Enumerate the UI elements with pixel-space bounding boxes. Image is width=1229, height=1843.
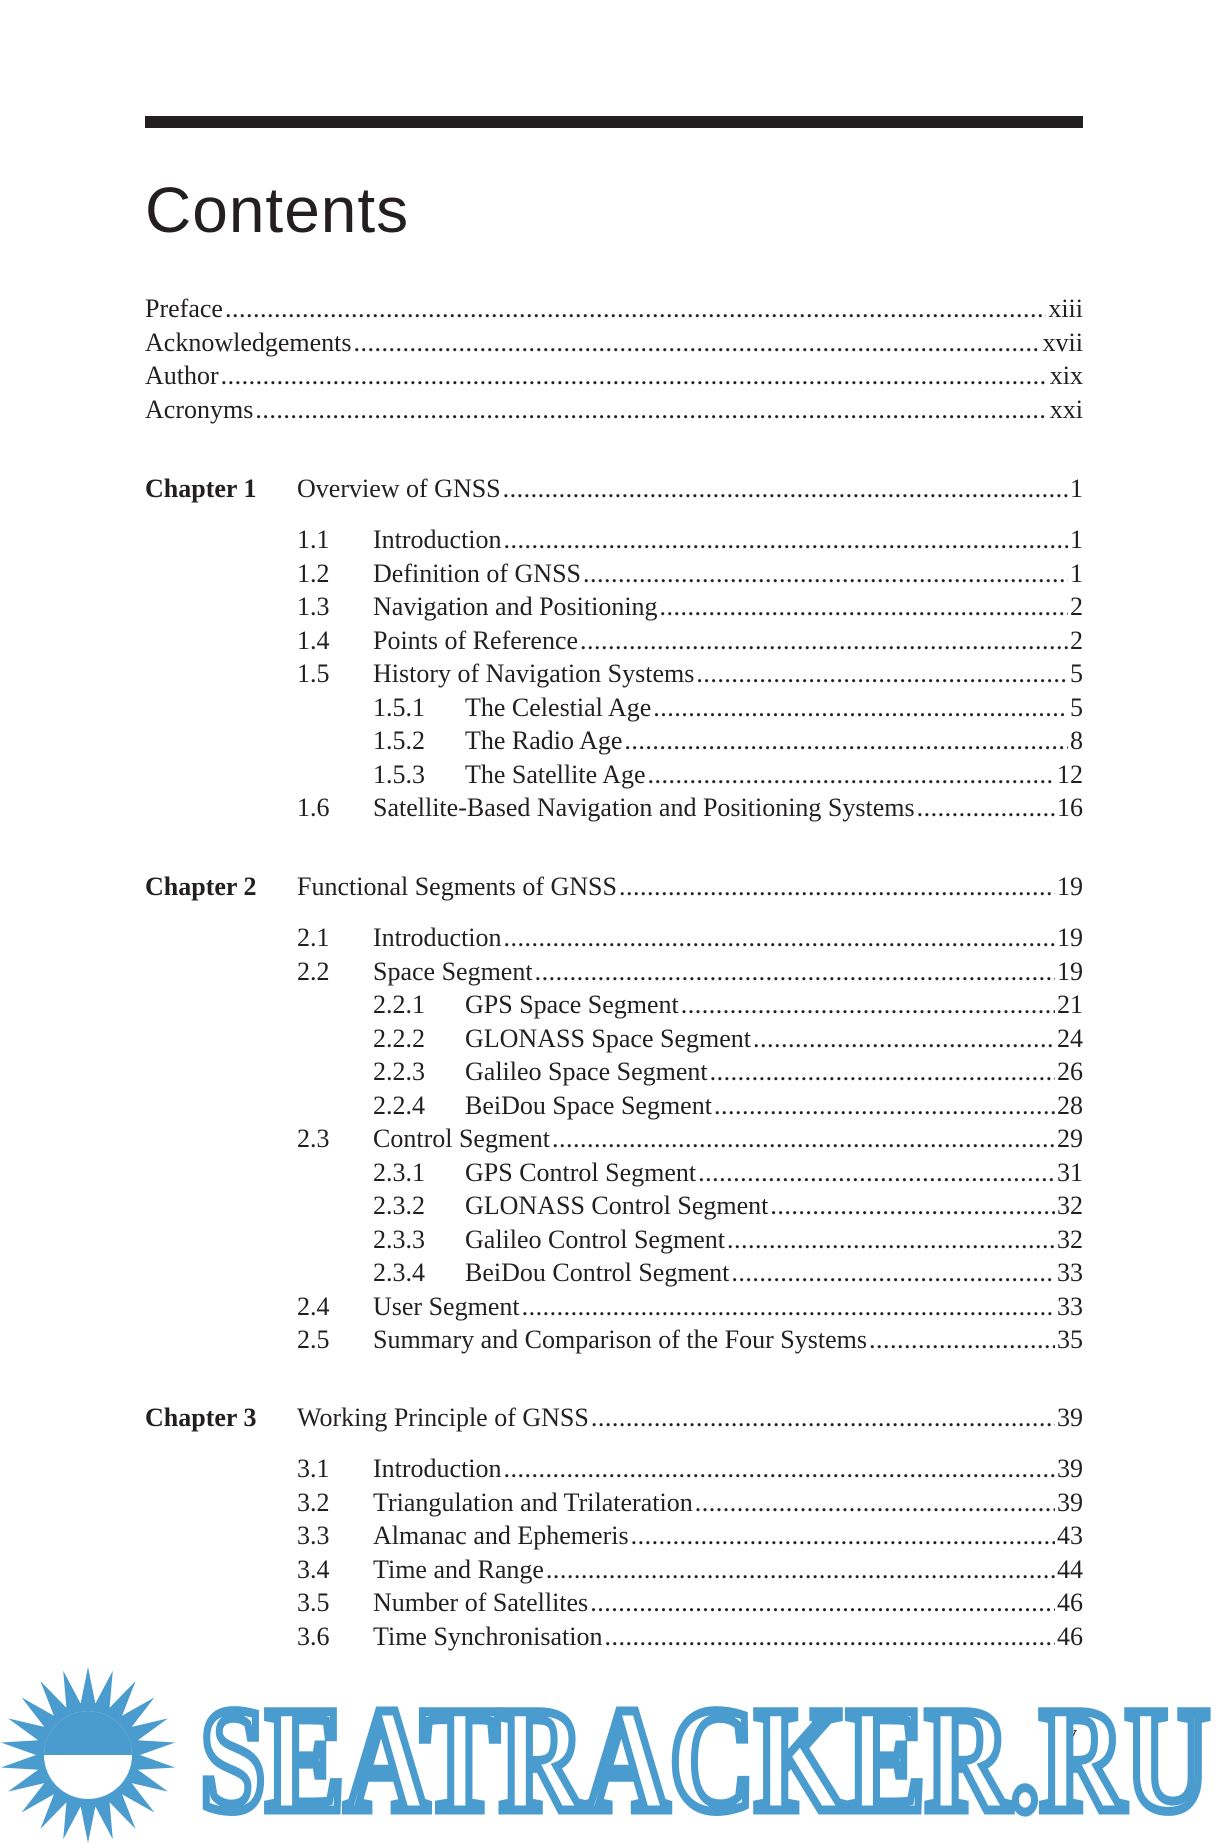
section-entry[interactable] — [373, 921, 1083, 955]
section-number: 3.6 — [297, 1621, 330, 1651]
section-number: 2.5 — [297, 1325, 330, 1354]
leader-dots — [546, 1553, 1055, 1587]
leader-dots — [590, 1586, 1055, 1620]
entry-page: xvii — [1042, 327, 1083, 357]
leader-dots — [714, 1089, 1055, 1123]
entry-title: History of Navigation Systems — [373, 659, 695, 688]
front-matter-entry[interactable] — [145, 326, 1083, 360]
subsection-number: 2.3.2 — [373, 1191, 425, 1220]
leader-dots — [681, 988, 1055, 1022]
section-number: 2.1 — [297, 923, 330, 952]
entry-page: 12 — [1057, 759, 1083, 789]
leader-dots — [221, 359, 1048, 393]
leader-dots — [710, 1055, 1055, 1089]
subsection-entry[interactable] — [465, 1189, 1083, 1223]
entry-page: 32 — [1057, 1224, 1083, 1254]
section-number: 2.3 — [297, 1124, 330, 1153]
entry-title: Galileo Control Segment — [465, 1224, 725, 1254]
leader-dots — [727, 1223, 1055, 1257]
section-entry[interactable] — [373, 1486, 1083, 1520]
entry-title: Time and Range — [373, 1554, 544, 1584]
entry-title: Preface — [145, 294, 223, 323]
entry-page: 1 — [1070, 558, 1083, 588]
entry-page: 33 — [1057, 1291, 1083, 1321]
section-number: 3.2 — [297, 1487, 330, 1517]
entry-title: Satellite-Based Navigation and Positioning Systems — [373, 793, 915, 822]
section-number: 1.4 — [297, 625, 330, 655]
entry-title: Summary and Comparison of the Four Systems — [373, 1325, 867, 1354]
leader-dots — [583, 557, 1068, 591]
section-number: 1.2 — [297, 558, 330, 588]
entry-page: 5 — [1070, 692, 1083, 722]
entry-page: 46 — [1057, 1621, 1083, 1651]
leader-dots — [696, 657, 1068, 691]
entry-page: 39 — [1057, 1487, 1083, 1517]
entry-title: Acronyms — [145, 394, 254, 424]
section-entry[interactable] — [373, 557, 1083, 591]
entry-page: 16 — [1057, 793, 1083, 822]
chapter-entry[interactable] — [297, 1401, 1083, 1435]
entry-page: 26 — [1057, 1057, 1083, 1086]
entry-title: The Celestial Age — [465, 692, 652, 722]
leader-dots — [604, 1620, 1055, 1654]
entry-page: 19 — [1057, 956, 1083, 986]
entry-page: 31 — [1057, 1157, 1083, 1187]
entry-title: Points of Reference — [373, 625, 579, 655]
subsection-entry[interactable] — [465, 1223, 1083, 1257]
entry-page: 33 — [1057, 1258, 1083, 1287]
leader-dots — [695, 1486, 1055, 1520]
section-entry[interactable] — [373, 657, 1083, 691]
leader-dots — [869, 1323, 1055, 1357]
entry-page: 2 — [1070, 592, 1083, 621]
leader-dots — [660, 590, 1068, 624]
section-number: 3.1 — [297, 1454, 330, 1483]
leader-dots — [225, 292, 1046, 326]
section-number: 3.3 — [297, 1521, 330, 1550]
section-entry[interactable] — [373, 1519, 1083, 1553]
entry-title: Space Segment — [373, 956, 533, 986]
header-rule — [145, 116, 1083, 128]
entry-title: User Segment — [373, 1291, 520, 1321]
section-number: 3.4 — [297, 1554, 330, 1584]
entry-title: The Satellite Age — [465, 759, 646, 789]
section-number: 2.2 — [297, 956, 330, 986]
leader-dots — [624, 724, 1068, 758]
entry-page: 29 — [1057, 1124, 1083, 1153]
entry-page: 19 — [1057, 872, 1083, 901]
entry-page: 8 — [1070, 726, 1083, 755]
subsection-number: 1.5.2 — [373, 726, 425, 755]
entry-page: 44 — [1057, 1554, 1083, 1584]
subsection-number: 1.5.3 — [373, 759, 425, 789]
front-matter-entry[interactable] — [145, 359, 1083, 393]
subsection-number: 2.2.4 — [373, 1090, 425, 1120]
entry-page: 39 — [1057, 1454, 1083, 1483]
entry-title: Navigation and Positioning — [373, 592, 658, 621]
entry-title: Functional Segments of GNSS — [297, 872, 617, 901]
subsection-entry[interactable] — [465, 1256, 1083, 1290]
subsection-number: 2.3.3 — [373, 1224, 425, 1254]
page-number: v — [1066, 1720, 1077, 1745]
entry-title: The Radio Age — [465, 726, 623, 755]
entry-title: Acknowledgements — [145, 327, 352, 357]
section-entry[interactable] — [373, 1586, 1083, 1620]
front-matter-entry[interactable] — [145, 393, 1083, 427]
leader-dots — [522, 1290, 1055, 1324]
chapter-label: Chapter 3 — [145, 1403, 257, 1432]
leader-dots — [753, 1022, 1055, 1056]
entry-title: Definition of GNSS — [373, 558, 581, 588]
section-number: 1.1 — [297, 525, 330, 554]
leader-dots — [770, 1189, 1055, 1223]
subsection-number: 2.2.3 — [373, 1057, 425, 1086]
subsection-number: 2.2.2 — [373, 1023, 425, 1053]
entry-title: Time Synchronisation — [373, 1621, 603, 1651]
section-entry[interactable] — [373, 1620, 1083, 1654]
entry-page: xxi — [1049, 394, 1083, 424]
sun-icon — [1, 1667, 175, 1843]
entry-title: Control Segment — [373, 1124, 550, 1153]
section-entry[interactable] — [373, 1323, 1083, 1357]
section-number: 1.5 — [297, 659, 330, 688]
entry-title: Galileo Space Segment — [465, 1057, 708, 1086]
entry-page: 1 — [1070, 525, 1083, 554]
entry-title: Overview of GNSS — [297, 474, 501, 503]
leader-dots — [653, 691, 1068, 725]
entry-title: Author — [145, 361, 219, 390]
entry-page: xiii — [1048, 294, 1083, 323]
entry-page: xix — [1049, 361, 1083, 390]
leader-dots — [591, 1401, 1055, 1435]
subsection-number: 2.3.4 — [373, 1258, 425, 1287]
entry-title: BeiDou Control Segment — [465, 1258, 730, 1287]
subsection-number: 2.2.1 — [373, 990, 425, 1019]
leader-dots — [504, 1452, 1055, 1486]
section-entry[interactable] — [373, 1553, 1083, 1587]
chapter-entry[interactable] — [297, 472, 1083, 506]
entry-page: 32 — [1057, 1191, 1083, 1220]
section-number: 1.3 — [297, 592, 330, 621]
entry-page: 21 — [1057, 990, 1083, 1019]
subsection-entry[interactable] — [465, 988, 1083, 1022]
page-title: Contents — [145, 174, 410, 246]
subsection-number: 2.3.1 — [373, 1157, 425, 1187]
leader-dots — [255, 393, 1047, 427]
leader-dots — [354, 326, 1041, 360]
leader-dots — [503, 472, 1068, 506]
leader-dots — [917, 791, 1055, 825]
entry-page: 35 — [1057, 1325, 1083, 1354]
chapter-label: Chapter 2 — [145, 872, 257, 901]
subsection-entry[interactable] — [465, 1055, 1083, 1089]
entry-title: Introduction — [373, 923, 502, 952]
chapter-label: Chapter 1 — [145, 474, 257, 503]
leader-dots — [631, 1519, 1055, 1553]
leader-dots — [504, 523, 1068, 557]
leader-dots — [731, 1256, 1055, 1290]
section-entry[interactable] — [373, 1290, 1083, 1324]
entry-page: 39 — [1057, 1403, 1083, 1432]
leader-dots — [552, 1122, 1055, 1156]
subsection-number: 1.5.1 — [373, 692, 425, 722]
entry-title: Working Principle of GNSS — [297, 1403, 589, 1432]
entry-page: 19 — [1057, 923, 1083, 952]
leader-dots — [535, 955, 1055, 989]
entry-page: 24 — [1057, 1023, 1083, 1053]
leader-dots — [619, 870, 1055, 904]
section-entry[interactable] — [373, 1122, 1083, 1156]
entry-title: Almanac and Ephemeris — [373, 1521, 629, 1550]
leader-dots — [504, 921, 1055, 955]
entry-page: 28 — [1057, 1090, 1083, 1120]
subsection-entry[interactable] — [465, 1089, 1083, 1123]
front-matter-entry[interactable] — [145, 292, 1083, 326]
leader-dots — [580, 624, 1068, 658]
watermark-text: SEATRACKER.RU — [200, 1677, 1210, 1843]
section-entry[interactable] — [373, 955, 1083, 989]
entry-title: Introduction — [373, 1454, 502, 1483]
entry-title: Triangulation and Trilateration — [373, 1487, 693, 1517]
subsection-entry[interactable] — [465, 758, 1083, 792]
entry-title: GLONASS Control Segment — [465, 1191, 769, 1220]
entry-page: 43 — [1057, 1521, 1083, 1550]
entry-title: GPS Space Segment — [465, 990, 679, 1019]
section-number: 3.5 — [297, 1588, 330, 1617]
subsection-entry[interactable] — [465, 1022, 1083, 1056]
section-number: 2.4 — [297, 1291, 330, 1321]
section-entry[interactable] — [373, 590, 1083, 624]
watermark — [0, 1660, 1229, 1843]
section-entry[interactable] — [373, 624, 1083, 658]
section-entry[interactable] — [373, 791, 1083, 825]
entry-page: 1 — [1070, 474, 1083, 503]
subsection-entry[interactable] — [465, 1156, 1083, 1190]
subsection-entry[interactable] — [465, 724, 1083, 758]
entry-page: 46 — [1057, 1588, 1083, 1617]
section-number: 1.6 — [297, 793, 330, 822]
subsection-entry[interactable] — [465, 691, 1083, 725]
chapter-entry[interactable] — [297, 870, 1083, 904]
section-entry[interactable] — [373, 523, 1083, 557]
entry-title: BeiDou Space Segment — [465, 1090, 712, 1120]
entry-page: 5 — [1070, 659, 1083, 688]
entry-title: GPS Control Segment — [465, 1157, 697, 1187]
entry-page: 2 — [1070, 625, 1083, 655]
leader-dots — [648, 758, 1055, 792]
entry-title: GLONASS Space Segment — [465, 1023, 751, 1053]
entry-title: Introduction — [373, 525, 502, 554]
entry-title: Number of Satellites — [373, 1588, 589, 1617]
section-entry[interactable] — [373, 1452, 1083, 1486]
leader-dots — [698, 1156, 1055, 1190]
